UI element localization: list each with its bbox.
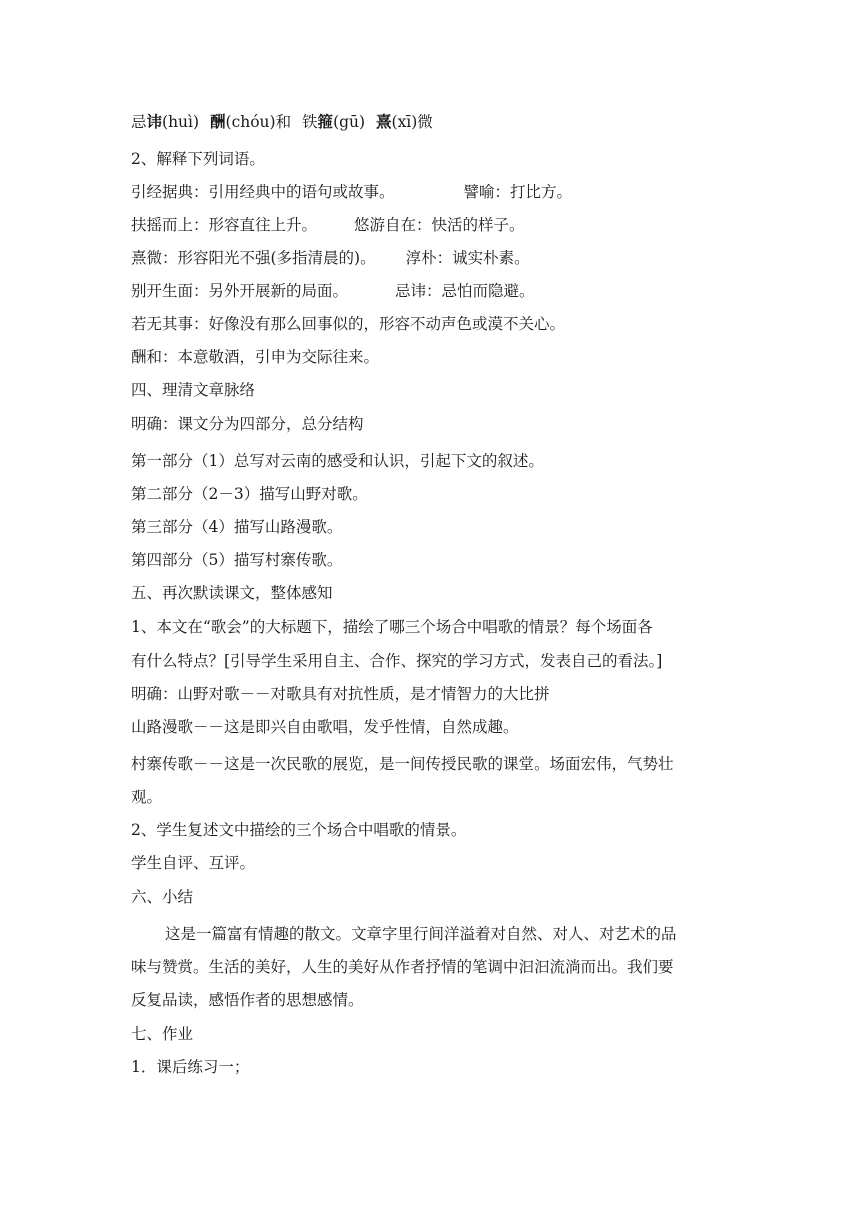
pinyin: (gū): [333, 113, 366, 131]
paragraph-line: 有什么特点？[引导学生采用自主、合作、探究的学习方式，发表自己的看法。]: [131, 652, 663, 670]
definition: 悠游自在：快活的样子。: [354, 216, 525, 234]
definition: 引经据典：引用经典中的语句或故事。: [131, 183, 395, 201]
word-char-bold: 酬: [210, 112, 226, 131]
section-heading: 六、小结: [131, 888, 194, 906]
section-heading: 四、理清文章脉络: [131, 381, 256, 399]
paragraph-line: 这是一篇富有情趣的散文。文章字里行间洋溢着对自然、对人、对艺术的品: [165, 925, 677, 943]
definition: 扶摇而上：形容直往上升。: [131, 216, 318, 234]
section-item: 2、解释下列词语。: [131, 150, 265, 168]
definition-line: 若无其事：好像没有那么回事似的，形容不动声色或漠不关心。: [131, 315, 566, 333]
section-heading: 七、作业: [131, 1025, 194, 1043]
paragraph-line: 1、本文在“歌会”的大标题下，描绘了哪三个场合中唱歌的情景？每个场面各: [131, 618, 653, 636]
paragraph-line: 明确：课文分为四部分，总分结构: [131, 415, 364, 433]
pinyin: (huì): [162, 113, 200, 131]
definition-line: [131, 248, 530, 268]
paragraph-line: 明确：山野对歌－－对歌具有对抗性质，是才情智力的大比拼: [131, 685, 550, 703]
paragraph-line: 2、学生复述文中描绘的三个场合中唱歌的情景。: [131, 821, 467, 839]
definition: 譬喻：打比方。: [463, 183, 573, 201]
pronunciation-line: [131, 112, 433, 132]
definition-line: [131, 215, 525, 235]
paragraph-line: 反复品读，感悟作者的思想感情。: [131, 991, 364, 1009]
paragraph-line: 第一部分（1）总写对云南的感受和认识，引起下文的叙述。: [131, 452, 544, 470]
paragraph-line: 味与赞赏。生活的美好，人生的美好从作者抒情的笔调中汩汩流淌而出。我们要: [131, 958, 674, 976]
paragraph-line: 1．课后练习一；: [131, 1058, 250, 1076]
word-char-bold: 讳: [146, 112, 163, 131]
word-char-bold: 箍: [317, 112, 334, 131]
pinyin: (chóu)和: [225, 113, 292, 131]
paragraph-line: 村寨传歌－－这是一次民歌的展览，是一间传授民歌的课堂。场面宏伟，气势壮: [131, 755, 674, 773]
paragraph-line: 第三部分（4）描写山路漫歌。: [131, 518, 343, 536]
paragraph-line: 第二部分（2－3）描写山野对歌。: [131, 485, 368, 503]
section-heading: 五、再次默读课文，整体感知: [131, 584, 333, 602]
paragraph-line: 第四部分（5）描写村寨传歌。: [131, 551, 343, 569]
definition: 淳朴：诚实朴素。: [405, 249, 530, 267]
word-char: 铁: [302, 113, 318, 131]
word-char: 忌: [131, 113, 147, 131]
paragraph-line: 学生自评、互评。: [131, 854, 256, 872]
definition: 别开生面：另外开展新的局面。: [131, 282, 349, 300]
definition-line: [131, 281, 535, 301]
definition-line: [131, 182, 572, 202]
definition-line: 酬和：本意敬酒，引申为交际往来。: [131, 348, 380, 366]
paragraph-line: 山路漫歌－－这是即兴自由歌唱，发乎性情，自然成趣。: [131, 718, 519, 736]
paragraph-line: 观。: [131, 788, 163, 806]
word-char-bold: 熹: [376, 112, 392, 131]
definition: 忌讳：忌怕而隐避。: [395, 282, 535, 300]
definition: 熹微：形容阳光不强(多指清晨的)。: [131, 249, 376, 267]
pinyin: (xī)微: [391, 113, 433, 131]
